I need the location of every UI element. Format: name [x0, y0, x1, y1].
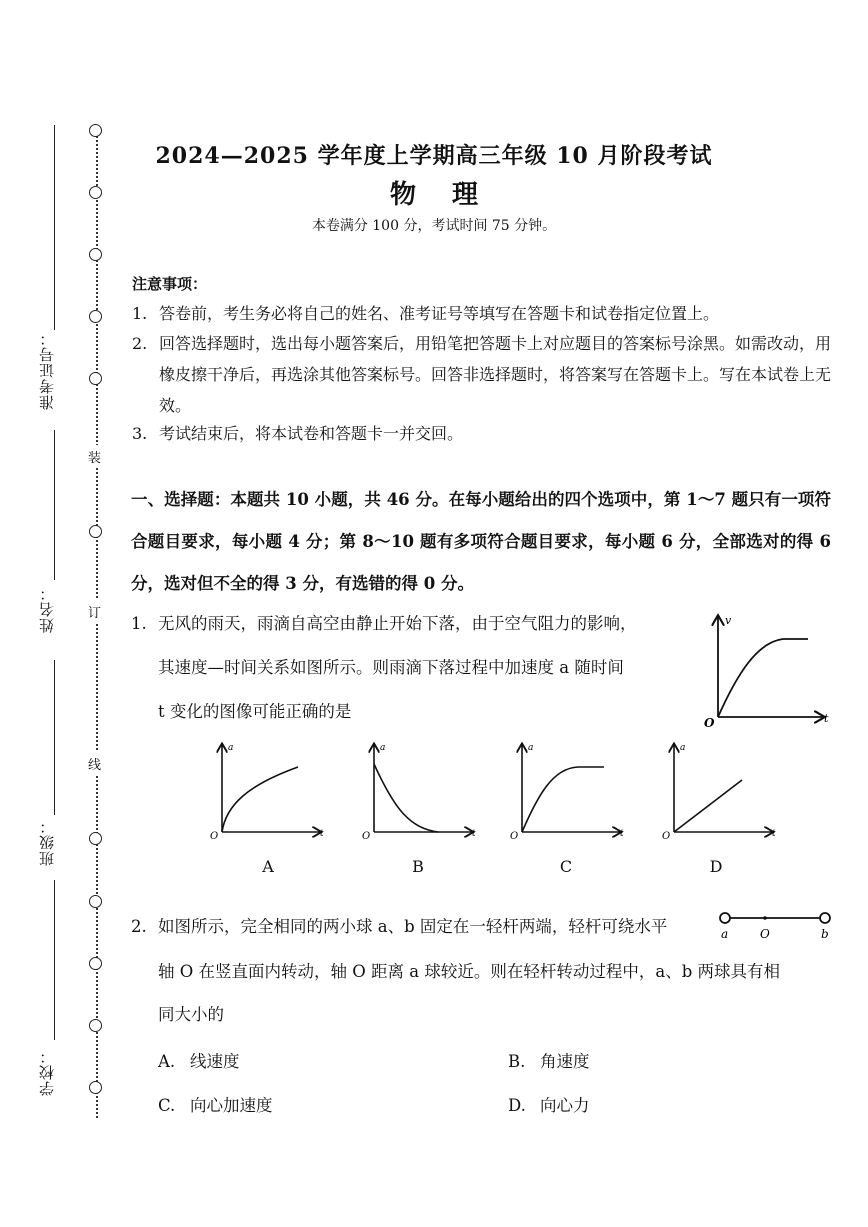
a-axis-label: a — [228, 743, 234, 753]
ball-a — [720, 913, 730, 923]
notice-heading: 注意事项： — [132, 275, 208, 293]
choice-b[interactable] — [508, 1048, 590, 1072]
t-axis-label: t — [320, 829, 324, 839]
t-axis-label: t — [824, 712, 829, 725]
name-blank[interactable] — [54, 430, 55, 580]
exam-meta: 本卷满分 100 分，考试时间 75 分钟。 — [311, 218, 557, 234]
q2-rod-diagram — [712, 908, 837, 942]
binding-hole — [89, 525, 102, 538]
notice-item — [132, 418, 832, 449]
choice-text: 向心力 — [540, 1096, 590, 1115]
exam-number-label: 准考证号： — [38, 330, 56, 410]
subject-title: 物理 — [389, 180, 514, 210]
binding-hole — [89, 895, 102, 908]
question-line: 其速度—时间关系如图所示。则雨滴下落过程中加速度 a 随时间 — [158, 658, 624, 677]
option-b-label[interactable]: B — [412, 857, 424, 876]
choice-letter: C. — [158, 1096, 176, 1115]
choice-letter: B. — [508, 1052, 526, 1071]
ball-b — [820, 913, 830, 923]
seal-char-xian: 线 — [88, 752, 101, 775]
question-2-line3 — [131, 993, 831, 1037]
class-label: 班级： — [38, 818, 56, 866]
name-label: 姓名： — [38, 585, 56, 633]
section-instructions: 一、选择题：本题共 10 小题，共 46 分。在每小题给出的四个选项中，第 1～7 题只有一项符合题目要求，每小题 4 分；第 8～10 题有多项符合题目要求，每小题 6 分，全部选对的得 6 分，选对但不全的得 3 分，有选错的得 0 分。 — [131, 490, 831, 593]
seal-char-zhuang: 装 — [88, 445, 101, 468]
question-2-line1 — [131, 905, 711, 949]
option-a-graph — [208, 740, 328, 840]
question-line: 轴 O 在竖直面内转动，轴 O 距离 a 球较近。则在轻杆转动过程中，a、b 两球具有相 — [158, 962, 781, 981]
option-c-label[interactable]: C — [559, 857, 573, 876]
option-a-label[interactable]: A — [262, 857, 274, 876]
label-b: b — [821, 927, 829, 941]
origin-label: O — [362, 831, 371, 840]
question-line: 无风的雨天，雨滴自高空由静止开始下落，由于空气阻力的影响， — [158, 614, 637, 633]
notice-number: 3. — [132, 424, 148, 443]
choice-d[interactable] — [508, 1092, 590, 1116]
origin-label: O — [662, 831, 671, 840]
origin-label: O — [510, 831, 519, 840]
choice-c[interactable] — [158, 1092, 273, 1116]
choice-text: 线速度 — [190, 1052, 240, 1071]
origin-label: O — [210, 831, 219, 840]
choice-text: 向心加速度 — [190, 1096, 273, 1115]
a-axis-label: a — [680, 743, 686, 753]
question-line: 同大小的 — [158, 1005, 224, 1024]
a-axis-label: a — [380, 743, 386, 753]
option-b-graph — [360, 740, 480, 840]
t-axis-label: t — [772, 829, 776, 839]
option-d-label[interactable]: D — [709, 857, 723, 876]
t-axis-label: t — [620, 829, 624, 839]
notice-item — [132, 328, 832, 421]
notice-text: 考试结束后，将本试卷和答题卡一并交回。 — [159, 424, 464, 443]
school-label: 学校： — [38, 1048, 56, 1096]
notice-text: 回答选择题时，选出每小题答案后，用铅笔把答题卡上对应题目的答案标号涂黑。如需改动，用橡皮擦干净后，再选涂其他答案标号。回答非选择题时，将答案写在答题卡上。写在本试卷上无效。 — [159, 334, 832, 415]
label-a: a — [721, 927, 729, 941]
exam-title: 2024—2025 学年度上学期高三年级 10 月阶段考试 — [155, 143, 713, 169]
label-o: O — [760, 927, 770, 941]
binding-hole — [89, 372, 102, 385]
choice-letter: D. — [508, 1096, 526, 1115]
seal-char-ding: 订 — [88, 600, 101, 623]
binding-hole — [89, 957, 102, 970]
question-number: 2. — [131, 917, 147, 936]
choice-text: 角速度 — [540, 1052, 590, 1071]
option-c-graph — [508, 740, 628, 840]
notice-number: 1. — [132, 304, 148, 323]
notice-number: 2. — [132, 334, 148, 353]
binding-hole — [89, 1081, 102, 1094]
binding-hole — [89, 124, 102, 137]
school-blank[interactable] — [54, 880, 55, 1040]
question-line: t 变化的图像可能正确的是 — [158, 702, 352, 721]
a-axis-label: a — [528, 743, 534, 753]
question-1 — [131, 602, 711, 734]
choice-letter: A. — [158, 1052, 176, 1071]
option-d-graph — [660, 740, 780, 840]
choice-a[interactable] — [158, 1048, 240, 1072]
class-blank[interactable] — [54, 660, 55, 815]
binding-hole — [89, 832, 102, 845]
question-number: 1. — [131, 614, 147, 633]
t-axis-label: t — [472, 829, 476, 839]
binding-hole — [89, 1019, 102, 1032]
question-2-line2 — [131, 950, 831, 994]
origin-label: O — [704, 716, 715, 730]
notice-text: 答卷前，考生务必将自己的姓名、准考证号等填写在答题卡和试卷指定位置上。 — [159, 304, 720, 323]
v-axis-label: v — [725, 614, 732, 627]
notice-item — [132, 298, 832, 329]
binding-hole — [89, 310, 102, 323]
binding-hole — [89, 248, 102, 261]
question-line: 如图所示，完全相同的两小球 a、b 固定在一轻杆两端，轻杆可绕水平 — [158, 917, 668, 936]
axis-o-point — [763, 916, 767, 920]
q1-velocity-time-graph — [703, 612, 833, 732]
